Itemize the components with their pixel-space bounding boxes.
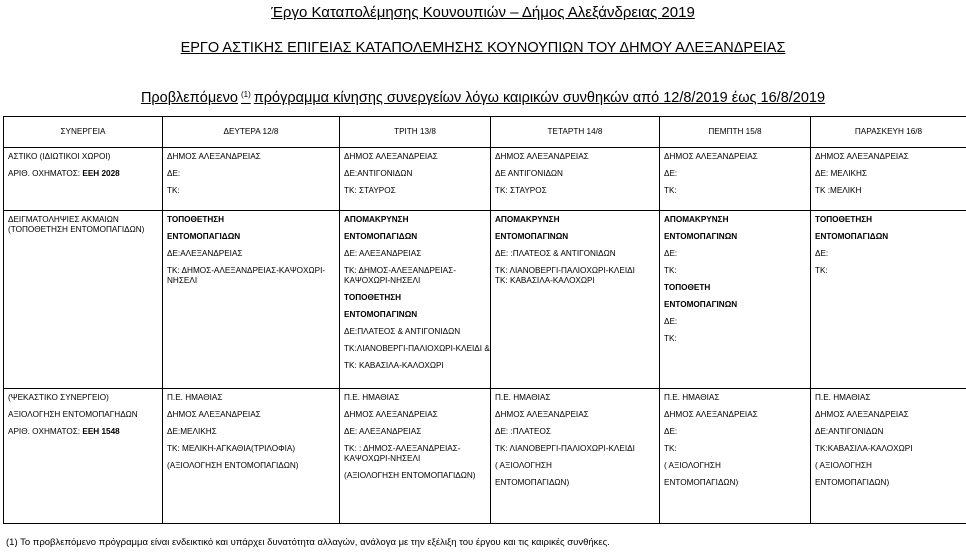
cell-line: ΤΚ: ΔΗΜΟΣ-ΑΛΕΞΑΝΔΡΕΙΑΣ-ΚΑΨΟΧΩΡΙ-ΝΗΣΕΛΙ [167, 266, 326, 285]
cell-line: ΔΗΜΟΣ ΑΛΕΞΑΝΔΡΕΙΑΣ [167, 152, 261, 161]
cell-line: ΔΕ: [167, 169, 181, 178]
vehicle-number: ΕΕΗ 1548 [82, 427, 120, 436]
team-cell [4, 211, 163, 389]
cell-line: ΔΕ:ΑΝΤΙΓΟΝΙΔΩΝ [344, 169, 413, 178]
thursday-cell [660, 211, 811, 389]
cell-line: Π.Ε. ΗΜΑΘΙΑΣ [495, 393, 551, 402]
cell-line: ΕΝΤΟΜΟΠΑΓΙΝΩΝ [495, 232, 569, 241]
col-header-team: ΣΥΝΕΡΓΕΙΑ [4, 117, 163, 148]
cell-line: ΔΕ:ΑΝΤΙΓΟΝΙΔΩΝ [815, 427, 884, 436]
cell-line: ΕΝΤΟΜΟΠΑΓΙΔΩΝ) [495, 478, 570, 487]
cell-line: Π.Ε. ΗΜΑΘΙΑΣ [664, 393, 720, 402]
wednesday-cell [491, 211, 660, 389]
cell-line: ΕΝΤΟΜΟΠΑΓΙΔΩΝ [815, 232, 889, 241]
cell-line: ΤΚ: ΚΑΒΑΣΙΛΑ-ΚΑΛΟΧΩΡΙ [495, 276, 595, 285]
cell-line: ΤΚ: ΛΙΑΝΟΒΕΡΓΙ-ΠΑΛΙΟΧΩΡΙ-ΚΛΕΙΔΙ [495, 266, 635, 275]
cell-line: ΤΚ:ΚΑΒΑΣΙΛΑ-ΚΑΛΟΧΩΡΙ [815, 444, 913, 453]
friday-cell [811, 389, 966, 524]
cell-line: ΤΚ: ΣΤΑΥΡΟΣ [495, 186, 547, 195]
cell-line: ΔΕ:ΑΛΕΞΑΝΔΡΕΙΑΣ [167, 249, 243, 258]
monday-cell [163, 389, 340, 524]
tuesday-cell [340, 211, 491, 389]
cell-line: ΤΟΠΟΘΕΤΗΣΗ [815, 215, 873, 224]
footnote-marker: (1) [240, 90, 251, 99]
cell-line: ΔΗΜΟΣ ΑΛΕΞΑΝΔΡΕΙΑΣ [495, 410, 589, 419]
vehicle-label: ΑΡΙΘ. ΟΧΗΜΑΤΟΣ: [8, 169, 83, 178]
friday-cell [811, 211, 966, 389]
team-cell [4, 389, 163, 524]
cell-line: ΔΗΜΟΣ ΑΛΕΞΑΝΔΡΕΙΑΣ [167, 410, 261, 419]
cell-line: ΑΣΤΙΚΟ (ΙΔΙΩΤΙΚΟΙ ΧΩΡΟΙ) [8, 152, 111, 161]
cell-line: ΔΕ: [664, 317, 678, 326]
cell-line: ΔΕ ΑΝΤΙΓΟΝΙΔΩΝ [495, 169, 563, 178]
cell-line: ( ΑΞΙΟΛΟΓΗΣΗ [495, 461, 552, 470]
table-row [4, 148, 966, 211]
tuesday-cell [340, 148, 491, 211]
cell-line: ΤΚ: ΔΗΜΟΣ-ΑΛΕΞΑΝΔΡΕΙΑΣ-ΚΑΨΟΧΩΡΙ-ΝΗΣΕΛΙ [344, 266, 456, 285]
cell-line: ΔΕ:ΜΕΛΙΚΗΣ [167, 427, 217, 436]
cell-line: ΕΝΤΟΜΟΠΑΓΙΔΩΝ) [815, 478, 890, 487]
schedule-heading-part2: πρόγραμμα κίνησης συνεργείων λόγω καιρικών συνθηκών από 12/8/2019 έως 16/8/2019 [253, 90, 826, 106]
cell-line: (ΑΞΙΟΛΟΓΗΣΗ ΕΝΤΟΜΟΠΑΓΙΔΩΝ) [344, 471, 476, 480]
cell-line: ΔΗΜΟΣ ΑΛΕΞΑΝΔΡΕΙΑΣ [344, 410, 438, 419]
cell-line: ΤΚ: ΛΙΑΝΟΒΕΡΓΙ-ΠΑΛΙΟΧΩΡΙ-ΚΛΕΙΔΙ [495, 444, 635, 453]
cell-line: ΤΚ: [664, 186, 677, 195]
table-row [4, 211, 966, 389]
cell-line: ΤΚ: ΣΤΑΥΡΟΣ [344, 186, 396, 195]
cell-line: ΑΠΟΜΑΚΡΥΝΣΗ [344, 215, 409, 224]
cell-line: ΔΗΜΟΣ ΑΛΕΞΑΝΔΡΕΙΑΣ [664, 410, 758, 419]
cell-line: ΔΗΜΟΣ ΑΛΕΞΑΝΔΡΕΙΑΣ [344, 152, 438, 161]
cell-line: ΔΕ: :ΠΛΑΤΕΟΣ & ΑΝΤΙΓΟΝΙΔΩΝ [495, 249, 616, 258]
cell-line: ΤΚ: [815, 266, 828, 275]
table-row [4, 389, 966, 524]
col-header-friday: ΠΑΡΑΣΚΕΥΗ 16/8 [811, 117, 966, 148]
wednesday-cell [491, 148, 660, 211]
cell-line: ΤΟΠΟΘΕΤΗΣΗ [344, 293, 402, 302]
cell-line: ΤΚ: : ΔΗΜΟΣ-ΑΛΕΞΑΝΔΡΕΙΑΣ-ΚΑΨΟΧΩΡΙ-ΝΗΣΕΛΙ [344, 444, 461, 463]
vehicle-label: ΑΡΙΘ. ΟΧΗΜΑΤΟΣ: [8, 427, 83, 436]
cell-line: ΤΚ: [664, 266, 677, 275]
cell-line: ΔΕ: ΑΛΕΞΑΝΔΡΕΙΑΣ [344, 249, 422, 258]
document-subtitle: ΕΡΓΟ ΑΣΤΙΚΗΣ ΕΠΙΓΕΙΑΣ ΚΑΤΑΠΟΛΕΜΗΣΗΣ ΚΟΥΝΟΥΠΙΩΝ ΤΟΥ ΔΗΜΟΥ ΑΛΕΞΑΝΔΡΕΙΑΣ [180, 40, 786, 56]
cell-line: ΑΞΙΟΛΟΓΗΣΗ ΕΝΤΟΜΟΠΑΓΗΔΩΝ [8, 410, 138, 419]
footnote: (1) Το προβλεπόμενο πρόγραμμα είναι ενδεικτικό και υπάρχει δυνατότητα αλλαγών, ανάλογα με την εξέλιξη του έργου και τις καιρικές συνθήκες. [6, 537, 610, 548]
cell-line: ( ΑΞΙΟΛΟΓΗΣΗ [664, 461, 721, 470]
cell-line: ΔΕ: [664, 169, 678, 178]
vehicle-number: ΕΕΗ 2028 [82, 169, 120, 178]
cell-line: Π.Ε. ΗΜΑΘΙΑΣ [815, 393, 871, 402]
cell-line: ΤΟΠΟΘΕΤΗΣΗ [167, 215, 225, 224]
cell-line: ΔΕ: [664, 427, 678, 436]
schedule-heading [0, 90, 966, 106]
cell-line: ΔΗΜΟΣ ΑΛΕΞΑΝΔΡΕΙΑΣ [664, 152, 758, 161]
table-header-row [4, 117, 966, 148]
cell-line [8, 427, 162, 437]
cell-line: ΤΟΠΟΘΕΤΗ [664, 283, 711, 292]
cell-line: ΔΗΜΟΣ ΑΛΕΞΑΝΔΡΕΙΑΣ [815, 152, 909, 161]
cell-line: (ΑΞΙΟΛΟΓΗΣΗ ΕΝΤΟΜΟΠΑΓΙΔΩΝ) [167, 461, 299, 470]
cell-line: ΤΚ :ΜΕΛΙΚΗ [815, 186, 862, 195]
cell-line: ΑΠΟΜΑΚΡΥΝΣΗ [495, 215, 560, 224]
tuesday-cell [340, 389, 491, 524]
friday-cell [811, 148, 966, 211]
col-header-monday: ΔΕΥΤΕΡΑ 12/8 [163, 117, 340, 148]
cell-line: ΔΕ: :ΠΛΑΤΕΟΣ [495, 427, 551, 436]
cell-line: ΤΚ: [167, 186, 180, 195]
col-header-thursday: ΠΕΜΠΤΗ 15/8 [660, 117, 811, 148]
cell-line: ΕΝΤΟΜΟΠΑΓΙΝΩΝ [344, 310, 418, 319]
cell-line: ΤΚ: [664, 444, 677, 453]
cell-line: ΔΗΜΟΣ ΑΛΕΞΑΝΔΡΕΙΑΣ [815, 410, 909, 419]
col-header-tuesday: ΤΡΙΤΗ 13/8 [340, 117, 491, 148]
cell-line: ( ΑΞΙΟΛΟΓΗΣΗ [815, 461, 872, 470]
monday-cell [163, 148, 340, 211]
cell-line: Π.Ε. ΗΜΑΘΙΑΣ [167, 393, 223, 402]
schedule-table [3, 116, 966, 524]
cell-line: ΕΝΤΟΜΟΠΑΓΙΝΩΝ [664, 300, 738, 309]
cell-line: ΔΕ: ΑΛΕΞΑΝΔΡΕΙΑΣ [344, 427, 422, 436]
team-cell [4, 148, 163, 211]
cell-line: ΤΚ:ΛΙΑΝΟΒΕΡΓΙ-ΠΑΛΙΟΧΩΡΙ-ΚΛΕΙΔΙ & [344, 344, 490, 353]
cell-line: ΕΝΤΟΜΟΠΑΓΙΔΩΝ) [664, 478, 739, 487]
cell-line: (ΨΕΚΑΣΤΙΚΟ ΣΥΝΕΡΓΕΙΟ) [8, 393, 109, 402]
cell-line: ΑΠΟΜΑΚΡΥΝΣΗ [664, 215, 729, 224]
cell-line: ΤΚ: ΚΑΒΑΣΙΛΑ-ΚΑΛΟΧΩΡΙ [344, 361, 444, 370]
cell-line [8, 169, 162, 179]
cell-line: ΔΕ:ΠΛΑΤΕΟΣ & ΑΝΤΙΓΟΝΙΔΩΝ [344, 327, 461, 336]
cell-line: ΔΗΜΟΣ ΑΛΕΞΑΝΔΡΕΙΑΣ [495, 152, 589, 161]
cell-line: ΔΕΙΓΜΑΤΟΛΗΨΙΕΣ ΑΚΜΑΙΩΝ (ΤΟΠΟΘΕΤΗΣΗ ΕΝΤΟΜΟΠΑΓΙΔΩΝ) [8, 215, 145, 234]
cell-line: ΔΕ: [664, 249, 678, 258]
cell-line: ΔΕ: [815, 249, 829, 258]
cell-line: ΕΝΤΟΜΟΠΑΓΙΔΩΝ [167, 232, 241, 241]
monday-cell [163, 211, 340, 389]
cell-line: ΤΚ: ΜΕΛΙΚΗ-ΑΓΚΑΘΙΑ(ΤΡΙΛΟΦΙΑ) [167, 444, 296, 453]
wednesday-cell [491, 389, 660, 524]
cell-line: ΕΝΤΟΜΟΠΑΓΙΝΩΝ [664, 232, 738, 241]
cell-line: ΕΝΤΟΜΟΠΑΓΙΔΩΝ [344, 232, 418, 241]
cell-line: ΔΕ: ΜΕΛΙΚΗΣ [815, 169, 867, 178]
document-title: Έργο Καταπολέμησης Κουνουπιών – Δήμος Αλεξάνδρειας 2019 [271, 4, 695, 21]
cell-line: Π.Ε. ΗΜΑΘΙΑΣ [344, 393, 400, 402]
schedule-heading-part1: Προβλεπόμενο [140, 90, 238, 106]
thursday-cell [660, 389, 811, 524]
cell-line: ΤΚ: [664, 334, 677, 343]
thursday-cell [660, 148, 811, 211]
col-header-wednesday: ΤΕΤΑΡΤΗ 14/8 [491, 117, 660, 148]
